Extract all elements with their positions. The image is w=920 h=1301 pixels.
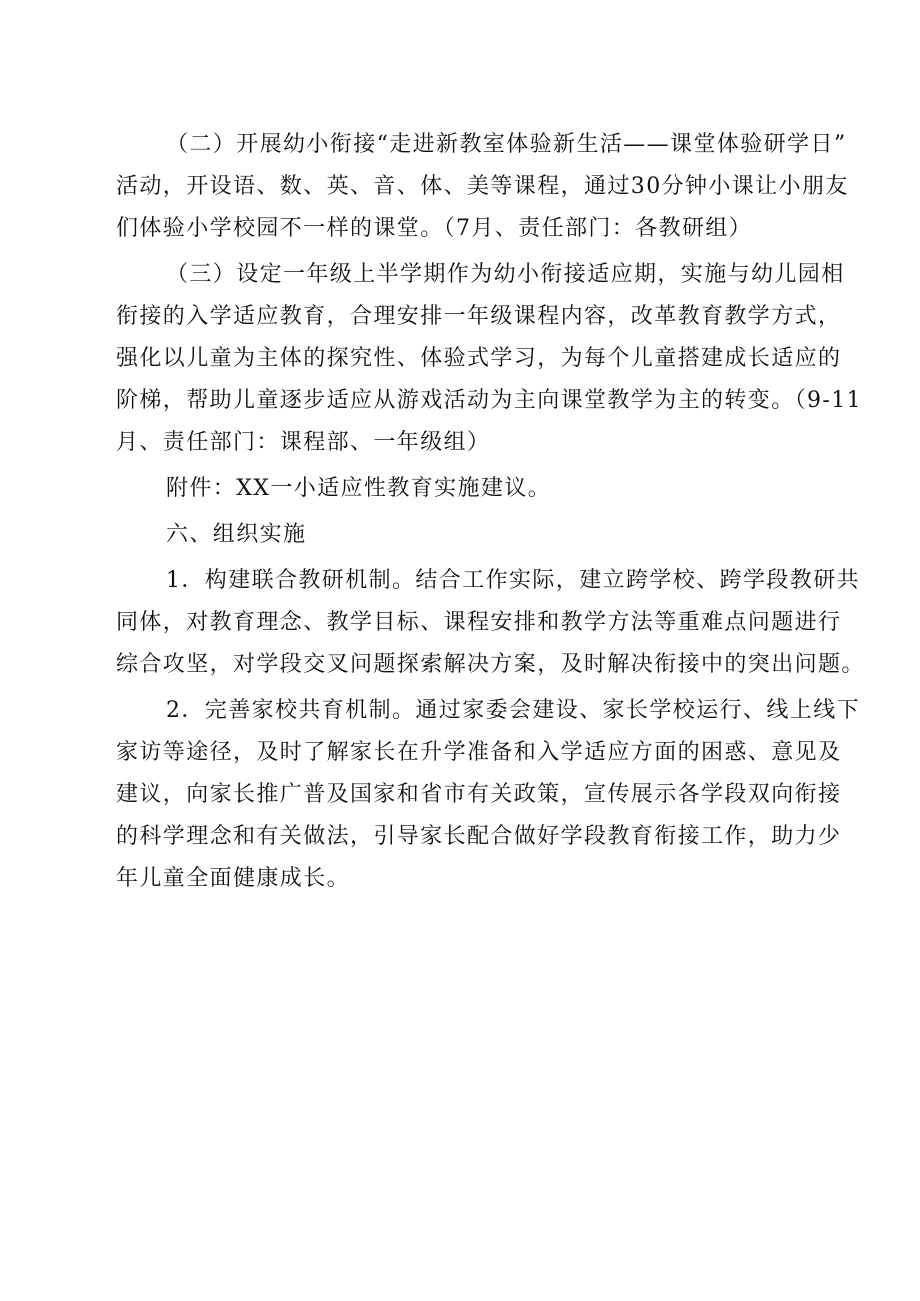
text-line: 同体，对教育理念、教学目标、课程安排和教学方法等重难点问题进行 bbox=[116, 610, 842, 635]
section-heading bbox=[116, 514, 856, 556]
text-line: 建议，向家长推广普及国家和省市有关政策，宣传展示各学段双向衔接 bbox=[116, 782, 842, 807]
text-line: 的科学理念和有关做法，引导家长配合做好学段教育衔接工作，助力少 bbox=[116, 824, 842, 849]
text-line: （二）开展幼小衔接“走进新教室体验新生活——课堂体验研学日” bbox=[166, 132, 847, 157]
text-line: 们体验小学校园不一样的课堂。（7月、责任部门：各教研组） bbox=[116, 216, 753, 241]
paragraph-item-two bbox=[116, 690, 860, 900]
text-line: 月、责任部门：课程部、一年级组） bbox=[116, 430, 491, 455]
paragraph-activity-three bbox=[116, 254, 863, 464]
attachment-note: 附件：XX一小适应性教育实施建议。 bbox=[166, 476, 552, 501]
paragraph-activity-two bbox=[116, 124, 856, 250]
text-line: 2．完善家校共育机制。通过家委会建设、家长学校运行、线上线下 bbox=[166, 698, 860, 723]
section-title: 六、组织实施 bbox=[166, 522, 307, 547]
text-line: 衔接的入学适应教育，合理安排一年级课程内容，改革教育教学方式， bbox=[116, 304, 842, 329]
text-line: （三）设定一年级上半学期作为幼小衔接适应期，实施与幼儿园相 bbox=[166, 262, 845, 287]
text-line: 综合攻坚，对学段交叉问题探索解决方案，及时解决衔接中的突出问题。 bbox=[116, 652, 865, 677]
text-line: 阶梯，帮助儿童逐步适应从游戏活动为主向课堂教学为主的转变。（9-11 bbox=[116, 388, 863, 413]
text-line: 家访等途径，及时了解家长在升学准备和入学适应方面的困惑、意见及 bbox=[116, 740, 842, 765]
text-line: 年儿童全面健康成长。 bbox=[116, 866, 351, 891]
paragraph-item-one bbox=[116, 560, 865, 686]
text-line: 1．构建联合教研机制。结合工作实际，建立跨学校、跨学段教研共 bbox=[166, 568, 860, 593]
paragraph-attachment bbox=[116, 468, 856, 510]
document-body bbox=[116, 124, 865, 900]
text-line: 活动，开设语、数、英、音、体、美等课程，通过30分钟小课让小朋友 bbox=[116, 174, 849, 199]
text-line: 强化以儿童为主体的探究性、体验式学习，为每个儿童搭建成长适应的 bbox=[116, 346, 842, 371]
